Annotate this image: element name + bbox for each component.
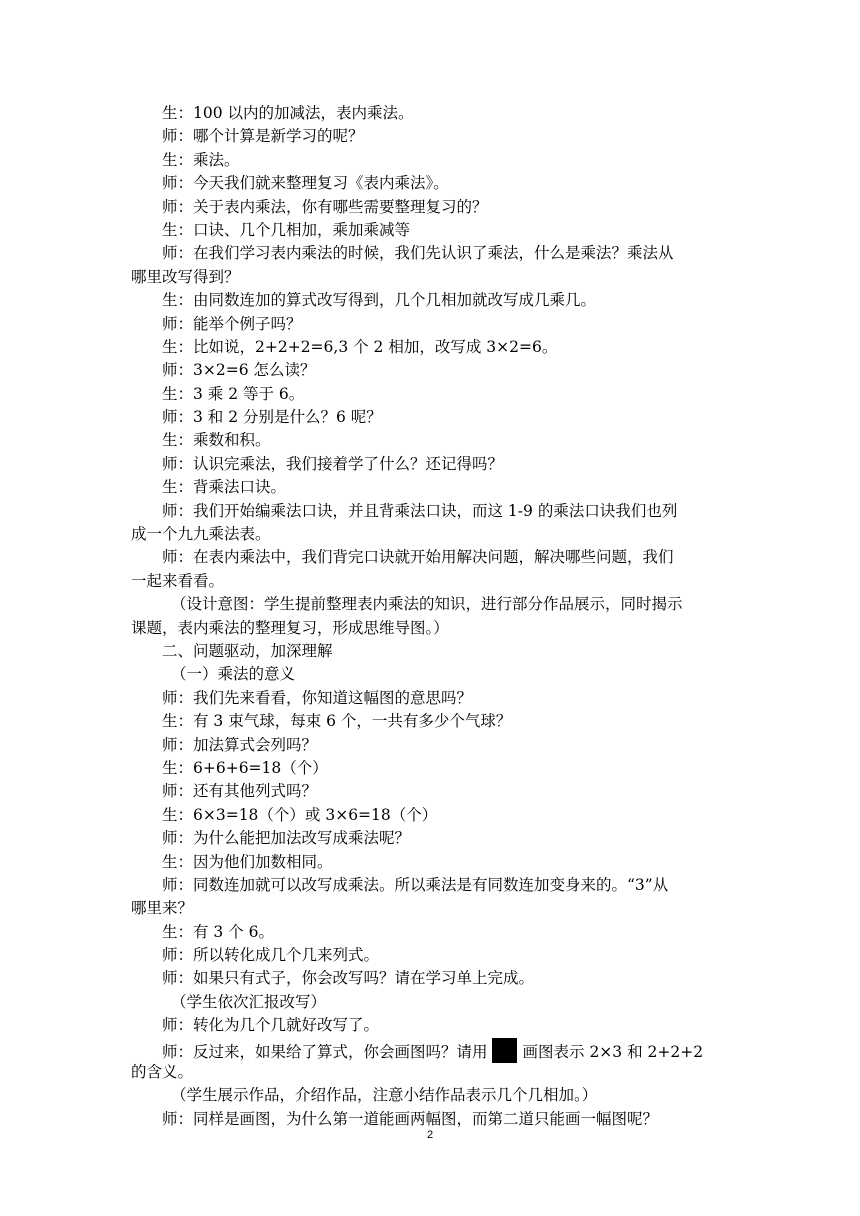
page-number: 2 [426, 1129, 434, 1141]
text-line: 师：3×2=6 怎么读？ [162, 361, 316, 380]
text-line: 师：同样是画图，为什么第一道能画两幅图，而第二道只能画一幅图呢？ [162, 1109, 659, 1128]
text-line: 师：哪个计算是新学习的呢？ [162, 127, 364, 146]
document-body [131, 102, 731, 1131]
text-line: 师：在我们学习表内乘法的时候，我们先认识了乘法，什么是乘法？乘法从 [162, 244, 674, 263]
black-square-shape-icon [492, 1038, 517, 1063]
text-line: 师：今天我们就来整理复习《表内乘法》。 [162, 174, 449, 193]
text-line: 生：6+6+6=18（个） [162, 758, 328, 777]
text-line: 生：口诀、几个几相加，乘加乘减等 [162, 220, 411, 239]
text-line: 生：有 3 个 6。 [162, 922, 275, 941]
text-segment: 师：反过来，如果给了算式，你会画图吗？请用 [162, 1042, 488, 1061]
text-line: 生：乘法。 [162, 150, 240, 169]
text-line: （设计意图：学生提前整理表内乘法的知识，进行部分作品展示，同时揭示 [171, 595, 683, 614]
text-line: 生：3 乘 2 等于 6。 [162, 384, 305, 403]
text-line: （学生展示作品，介绍作品，注意小结作品表示几个几相加。） [171, 1086, 598, 1105]
text-line: 生：背乘法口诀。 [162, 478, 287, 497]
text-line: 师：加法算式会列吗？ [162, 735, 318, 754]
text-line: 师：在表内乘法中，我们背完口诀就开始用解决问题，解决哪些问题，我们 [162, 548, 674, 567]
text-line: 师：转化为几个几就好改写了。 [162, 1016, 380, 1035]
text-line: 生：6×3=18（个）或 3×6=18（个） [162, 805, 438, 824]
text-line: 生：有 3 束气球，每束 6 个，一共有多少个气球？ [162, 712, 512, 731]
text-line: 一起来看看。 [131, 571, 225, 590]
subsection-heading: （一）乘法的意义 [171, 665, 296, 684]
text-line: （学生依次汇报改写） [171, 992, 327, 1011]
text-line: 师：能举个例子吗？ [162, 314, 302, 333]
text-line: 生：100 以内的加减法，表内乘法。 [162, 104, 414, 122]
text-line: 师：3 和 2 分别是什么？6 呢？ [162, 408, 382, 427]
text-line: 师：我们先来看看，你知道这幅图的意思吗？ [162, 688, 473, 707]
text-line: 的含义。 [131, 1063, 194, 1082]
text-line: 生：由同数连加的算式改写得到，几个几相加就改写成几乘几。 [162, 291, 597, 310]
text-line: 生：乘数和积。 [162, 431, 271, 450]
text-line: 师：为什么能把加法改写成乘法呢？ [162, 829, 411, 848]
text-line: 成一个九九乘法表。 [131, 525, 271, 544]
text-line: 生：比如说，2+2+2=6,3 个 2 相加，改写成 3×2=6。 [162, 337, 558, 356]
text-line: 师：关于表内乘法，你有哪些需要整理复习的？ [162, 197, 488, 216]
text-line: 师：认识完乘法，我们接着学了什么？还记得吗？ [162, 454, 504, 473]
text-line: 课题，表内乘法的整理复习，形成思维导图。） [131, 618, 449, 637]
text-line: 师：同数连加就可以改写成乘法。所以乘法是有同数连加变身来的。“3”从 [162, 875, 669, 894]
text-line: 哪里改写得到？ [131, 267, 240, 286]
text-line: 师：所以转化成几个几来列式。 [162, 946, 380, 965]
text-line: 师：还有其他列式吗？ [162, 782, 318, 801]
text-line: 师：我们开始编乘法口诀，并且背乘法口诀，而这 1-9 的乘法口诀我们也列 [162, 501, 678, 520]
text-line: 师：如果只有式子，你会改写吗？请在学习单上完成。 [162, 969, 535, 988]
text-line: 生：因为他们加数相同。 [162, 852, 333, 871]
text-line: 哪里来？ [131, 899, 194, 918]
text-line-with-shape [131, 1038, 731, 1061]
text-segment: 画图表示 2×3 和 2+2+2 [522, 1042, 704, 1061]
section-heading: 二、问题驱动，加深理解 [162, 641, 333, 660]
